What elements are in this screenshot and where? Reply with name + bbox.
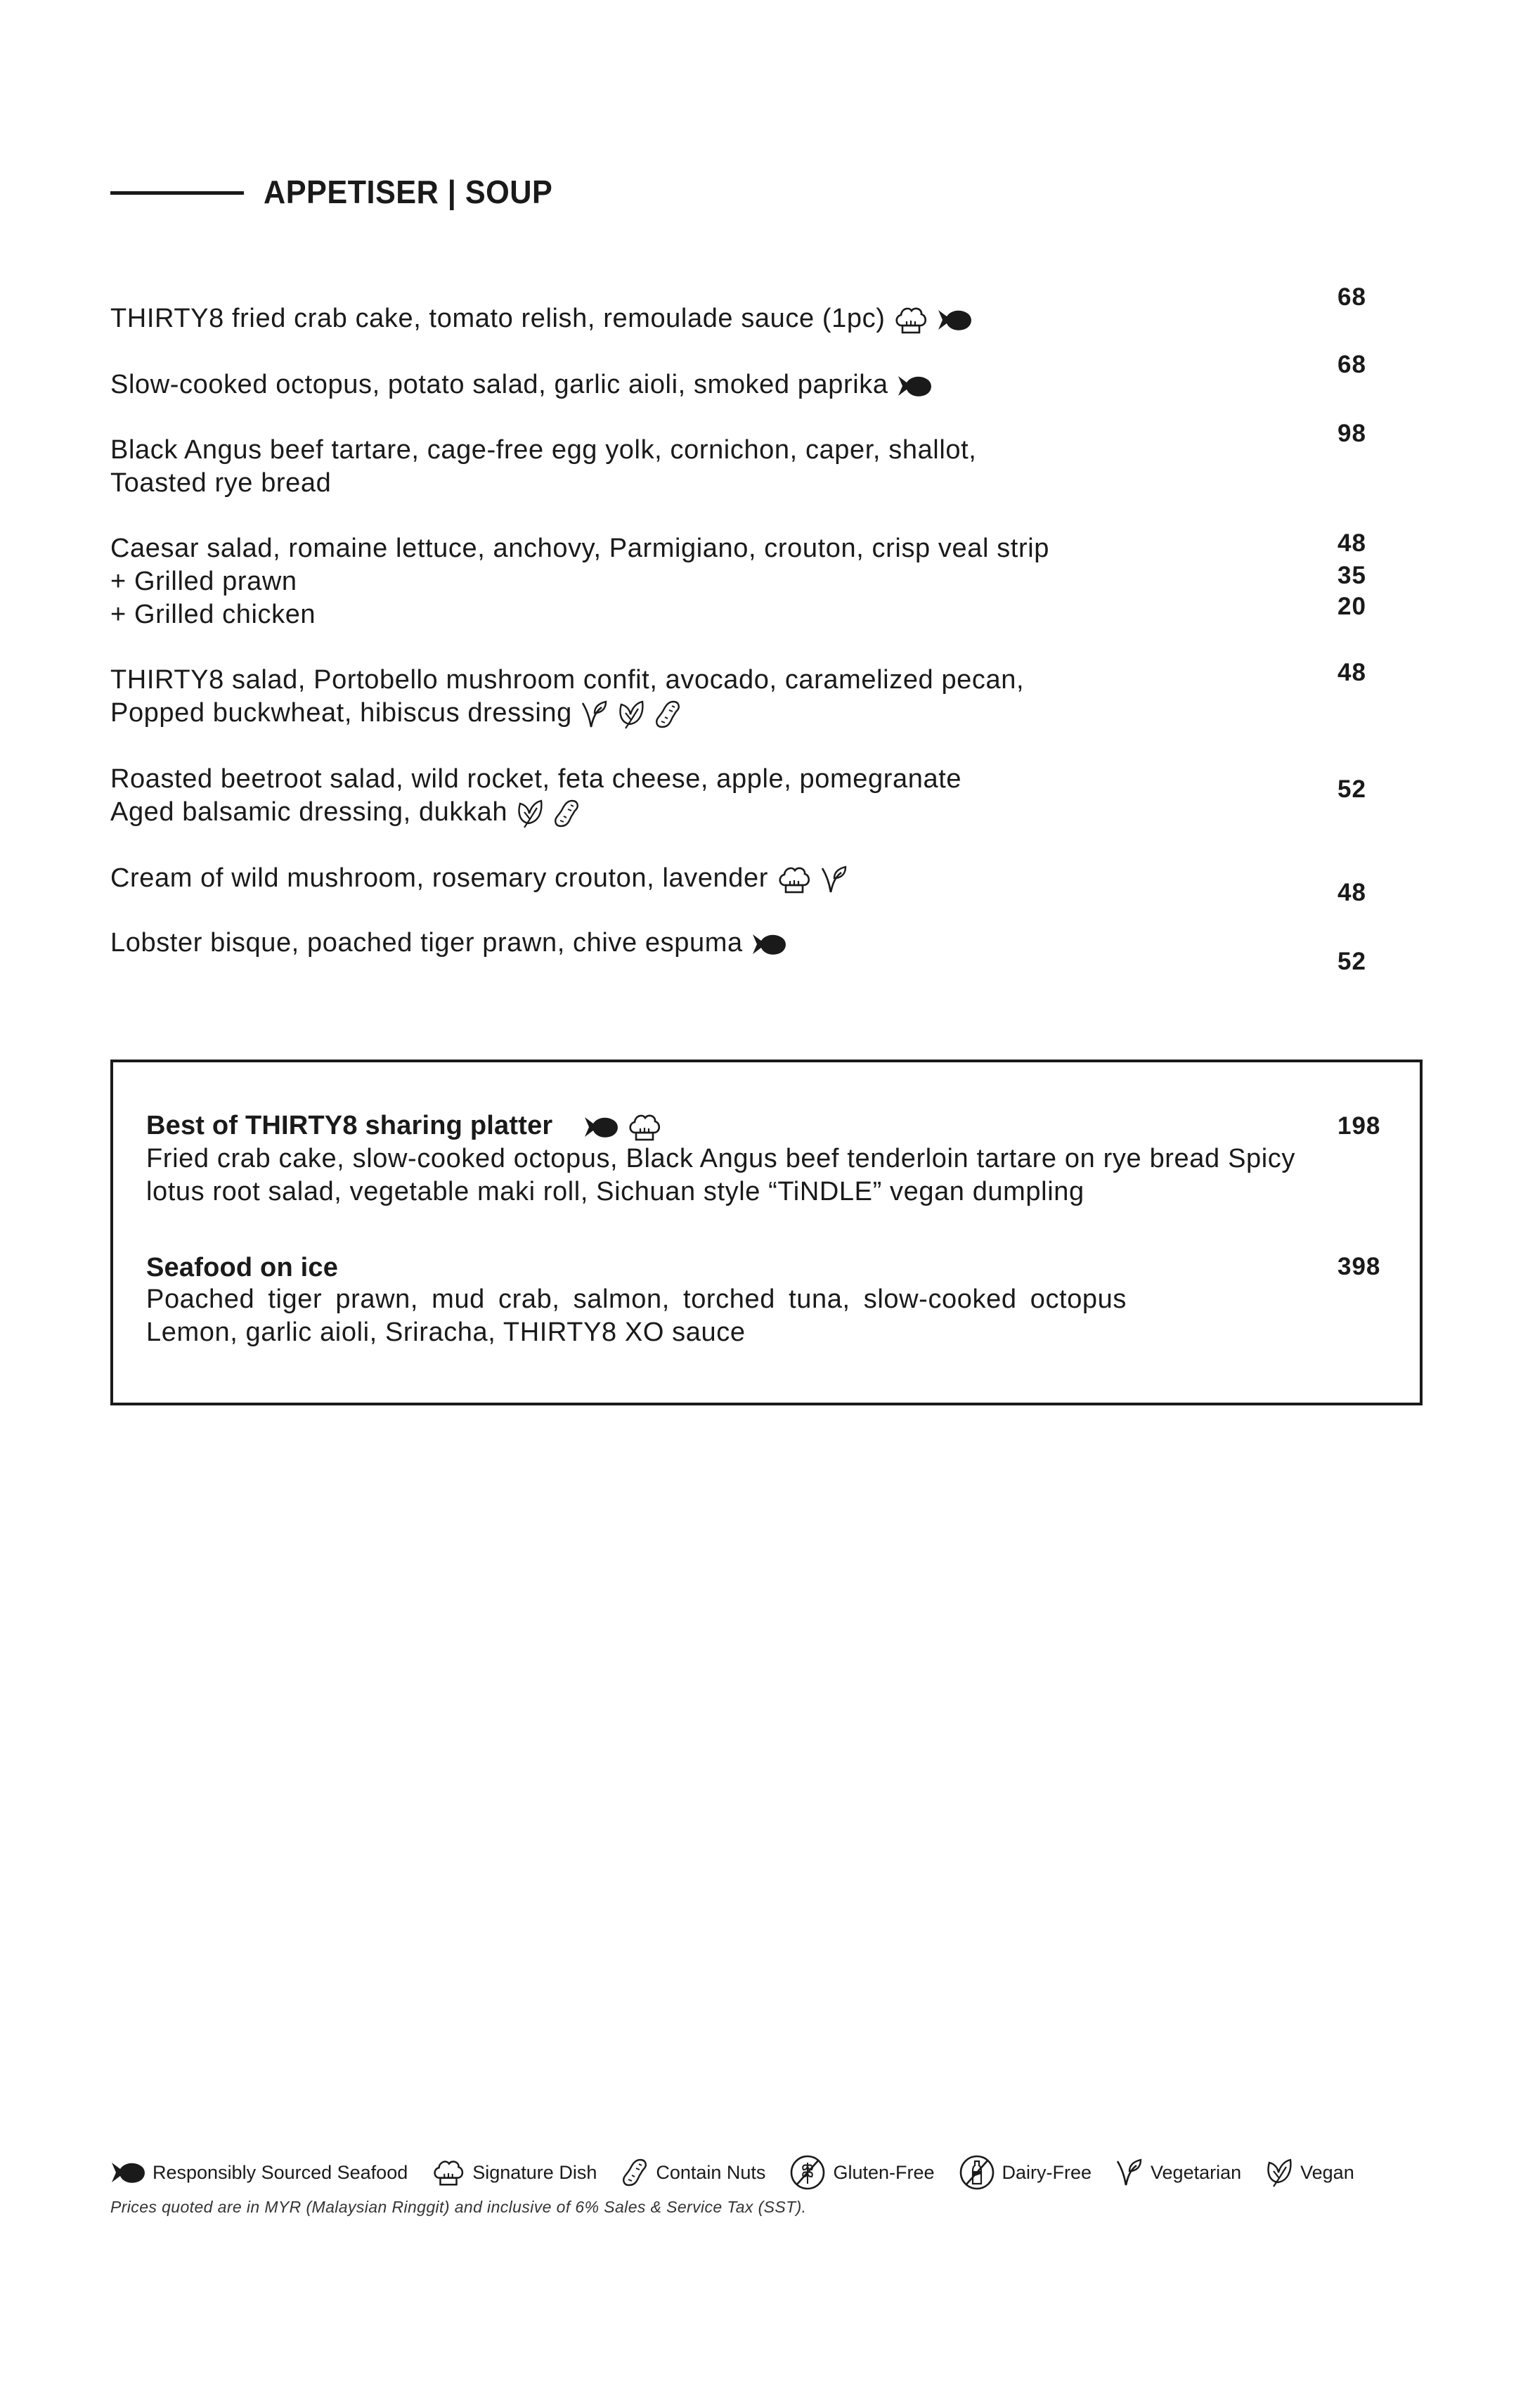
- menu-item-beetroot-salad: [110, 763, 961, 829]
- platter-price: 398: [1338, 1253, 1381, 1280]
- legend-label: Vegan: [1300, 2161, 1354, 2183]
- legend-item-nuts: [621, 2157, 765, 2188]
- menu-item-thirty8-salad: [110, 664, 1024, 730]
- seafood-icon: [751, 932, 786, 956]
- item-description: THIRTY8 salad, Portobello mushroom confit, avocado, caramelized pecan,: [110, 665, 1025, 695]
- signature-dish-icon: [432, 2157, 465, 2188]
- item-price: 52: [1338, 948, 1366, 975]
- legend-item-signature: [432, 2157, 597, 2188]
- seafood-icon: [110, 2161, 145, 2184]
- legend-item-gluten-free: [789, 2154, 934, 2191]
- addon-grilled-chicken: + Grilled chicken: [110, 600, 316, 629]
- legend-label: Signature Dish: [472, 2161, 597, 2183]
- platter-description: Fried crab cake, slow-cooked octopus, Black Angus beef tenderloin tartare on rye bread Spicy lotus root salad, vegetable maki roll, Sichuan style “TiNDLE” vegan dumpling: [146, 1143, 1295, 1206]
- signature-dish-icon: [777, 864, 812, 895]
- addon-grilled-prawn: + Grilled prawn: [110, 567, 297, 596]
- vegan-icon: [617, 699, 645, 730]
- addon-price-chicken: 20: [1338, 593, 1366, 620]
- addon-price-prawn: 35: [1338, 562, 1366, 589]
- item-description: Roasted beetroot salad, wild rocket, feta cheese, apple, pomegranate: [110, 764, 962, 794]
- menu-item-mushroom-soup: [110, 862, 848, 895]
- item-description: Lobster bisque, poached tiger prawn, chive espuma: [110, 928, 743, 958]
- platter-description: Poached tiger prawn, mud crab, salmon, torched tuna, slow-cooked octopus Lemon, garlic aioli, Sriracha, THIRTY8 XO sauce: [146, 1285, 1127, 1347]
- platter-title: Best of THIRTY8 sharing platter: [146, 1111, 553, 1140]
- dietary-legend: [110, 2154, 1378, 2191]
- item-price: 98: [1338, 420, 1366, 447]
- platter-item-best-of-thirty8: [146, 1111, 1295, 1209]
- vegan-icon: [1265, 2157, 1293, 2188]
- seafood-icon: [583, 1115, 618, 1139]
- header-rule: [110, 191, 244, 195]
- section-title: APPETISER | SOUP: [264, 174, 553, 210]
- item-price: 48: [1338, 879, 1366, 906]
- item-description: Cream of wild mushroom, rosemary crouton, lavender: [110, 863, 769, 893]
- seafood-icon: [897, 374, 932, 398]
- menu-item-octopus: [110, 368, 932, 401]
- vegetarian-icon: [820, 864, 848, 895]
- vegetarian-icon: [1115, 2157, 1144, 2188]
- item-price: 48: [1338, 529, 1366, 557]
- legend-item-dairy-free: [959, 2154, 1092, 2191]
- legend-item-vegetarian: [1115, 2157, 1241, 2188]
- legend-label: Gluten-Free: [833, 2161, 935, 2183]
- item-price: 68: [1338, 283, 1366, 311]
- item-description-cont: Aged balsamic dressing, dukkah: [110, 797, 508, 827]
- menu-item-crab-cake: [110, 302, 972, 335]
- menu-item-beef-tartare: [110, 434, 976, 500]
- legend-item-seafood: [110, 2161, 408, 2184]
- legend-label: Vegetarian: [1151, 2161, 1242, 2183]
- nuts-icon: [621, 2157, 649, 2188]
- platter-item-seafood-on-ice: [146, 1253, 1127, 1349]
- signature-dish-icon: [627, 1112, 662, 1142]
- seafood-icon: [937, 308, 972, 332]
- item-description: THIRTY8 fried crab cake, tomato relish, remoulade sauce (1pc): [110, 304, 886, 333]
- item-description-cont: Popped buckwheat, hibiscus dressing: [110, 698, 572, 728]
- item-description: Caesar salad, romaine lettuce, anchovy, Parmigiano, crouton, crisp veal strip: [110, 534, 1049, 563]
- signature-dish-icon: [893, 304, 928, 335]
- platter-title: Seafood on ice: [146, 1253, 339, 1282]
- legend-label: Dairy-Free: [1002, 2161, 1092, 2183]
- nuts-icon: [654, 699, 682, 730]
- price-footnote: Prices quoted are in MYR (Malaysian Ringgit) and inclusive of 6% Sales & Service Tax (SST).: [110, 2198, 807, 2216]
- item-description-cont: Toasted rye bread: [110, 468, 332, 498]
- menu-item-caesar-salad: [110, 532, 1049, 631]
- item-price: 48: [1338, 659, 1366, 686]
- item-price: 68: [1338, 351, 1366, 378]
- vegan-icon: [516, 798, 544, 829]
- legend-label: Responsibly Sourced Seafood: [153, 2161, 408, 2183]
- legend-label: Contain Nuts: [656, 2161, 766, 2183]
- item-price: 52: [1338, 775, 1366, 803]
- legend-item-vegan: [1265, 2157, 1354, 2188]
- gluten-free-icon: [789, 2154, 826, 2191]
- item-description: Slow-cooked octopus, potato salad, garlic aioli, smoked paprika: [110, 370, 888, 399]
- vegetarian-icon: [581, 699, 609, 730]
- platter-price: 198: [1338, 1112, 1381, 1140]
- dairy-free-icon: [959, 2154, 995, 2191]
- nuts-icon: [552, 798, 581, 829]
- menu-item-lobster-bisque: [110, 927, 786, 960]
- item-description: Black Angus beef tartare, cage-free egg yolk, cornichon, caper, shallot,: [110, 435, 977, 465]
